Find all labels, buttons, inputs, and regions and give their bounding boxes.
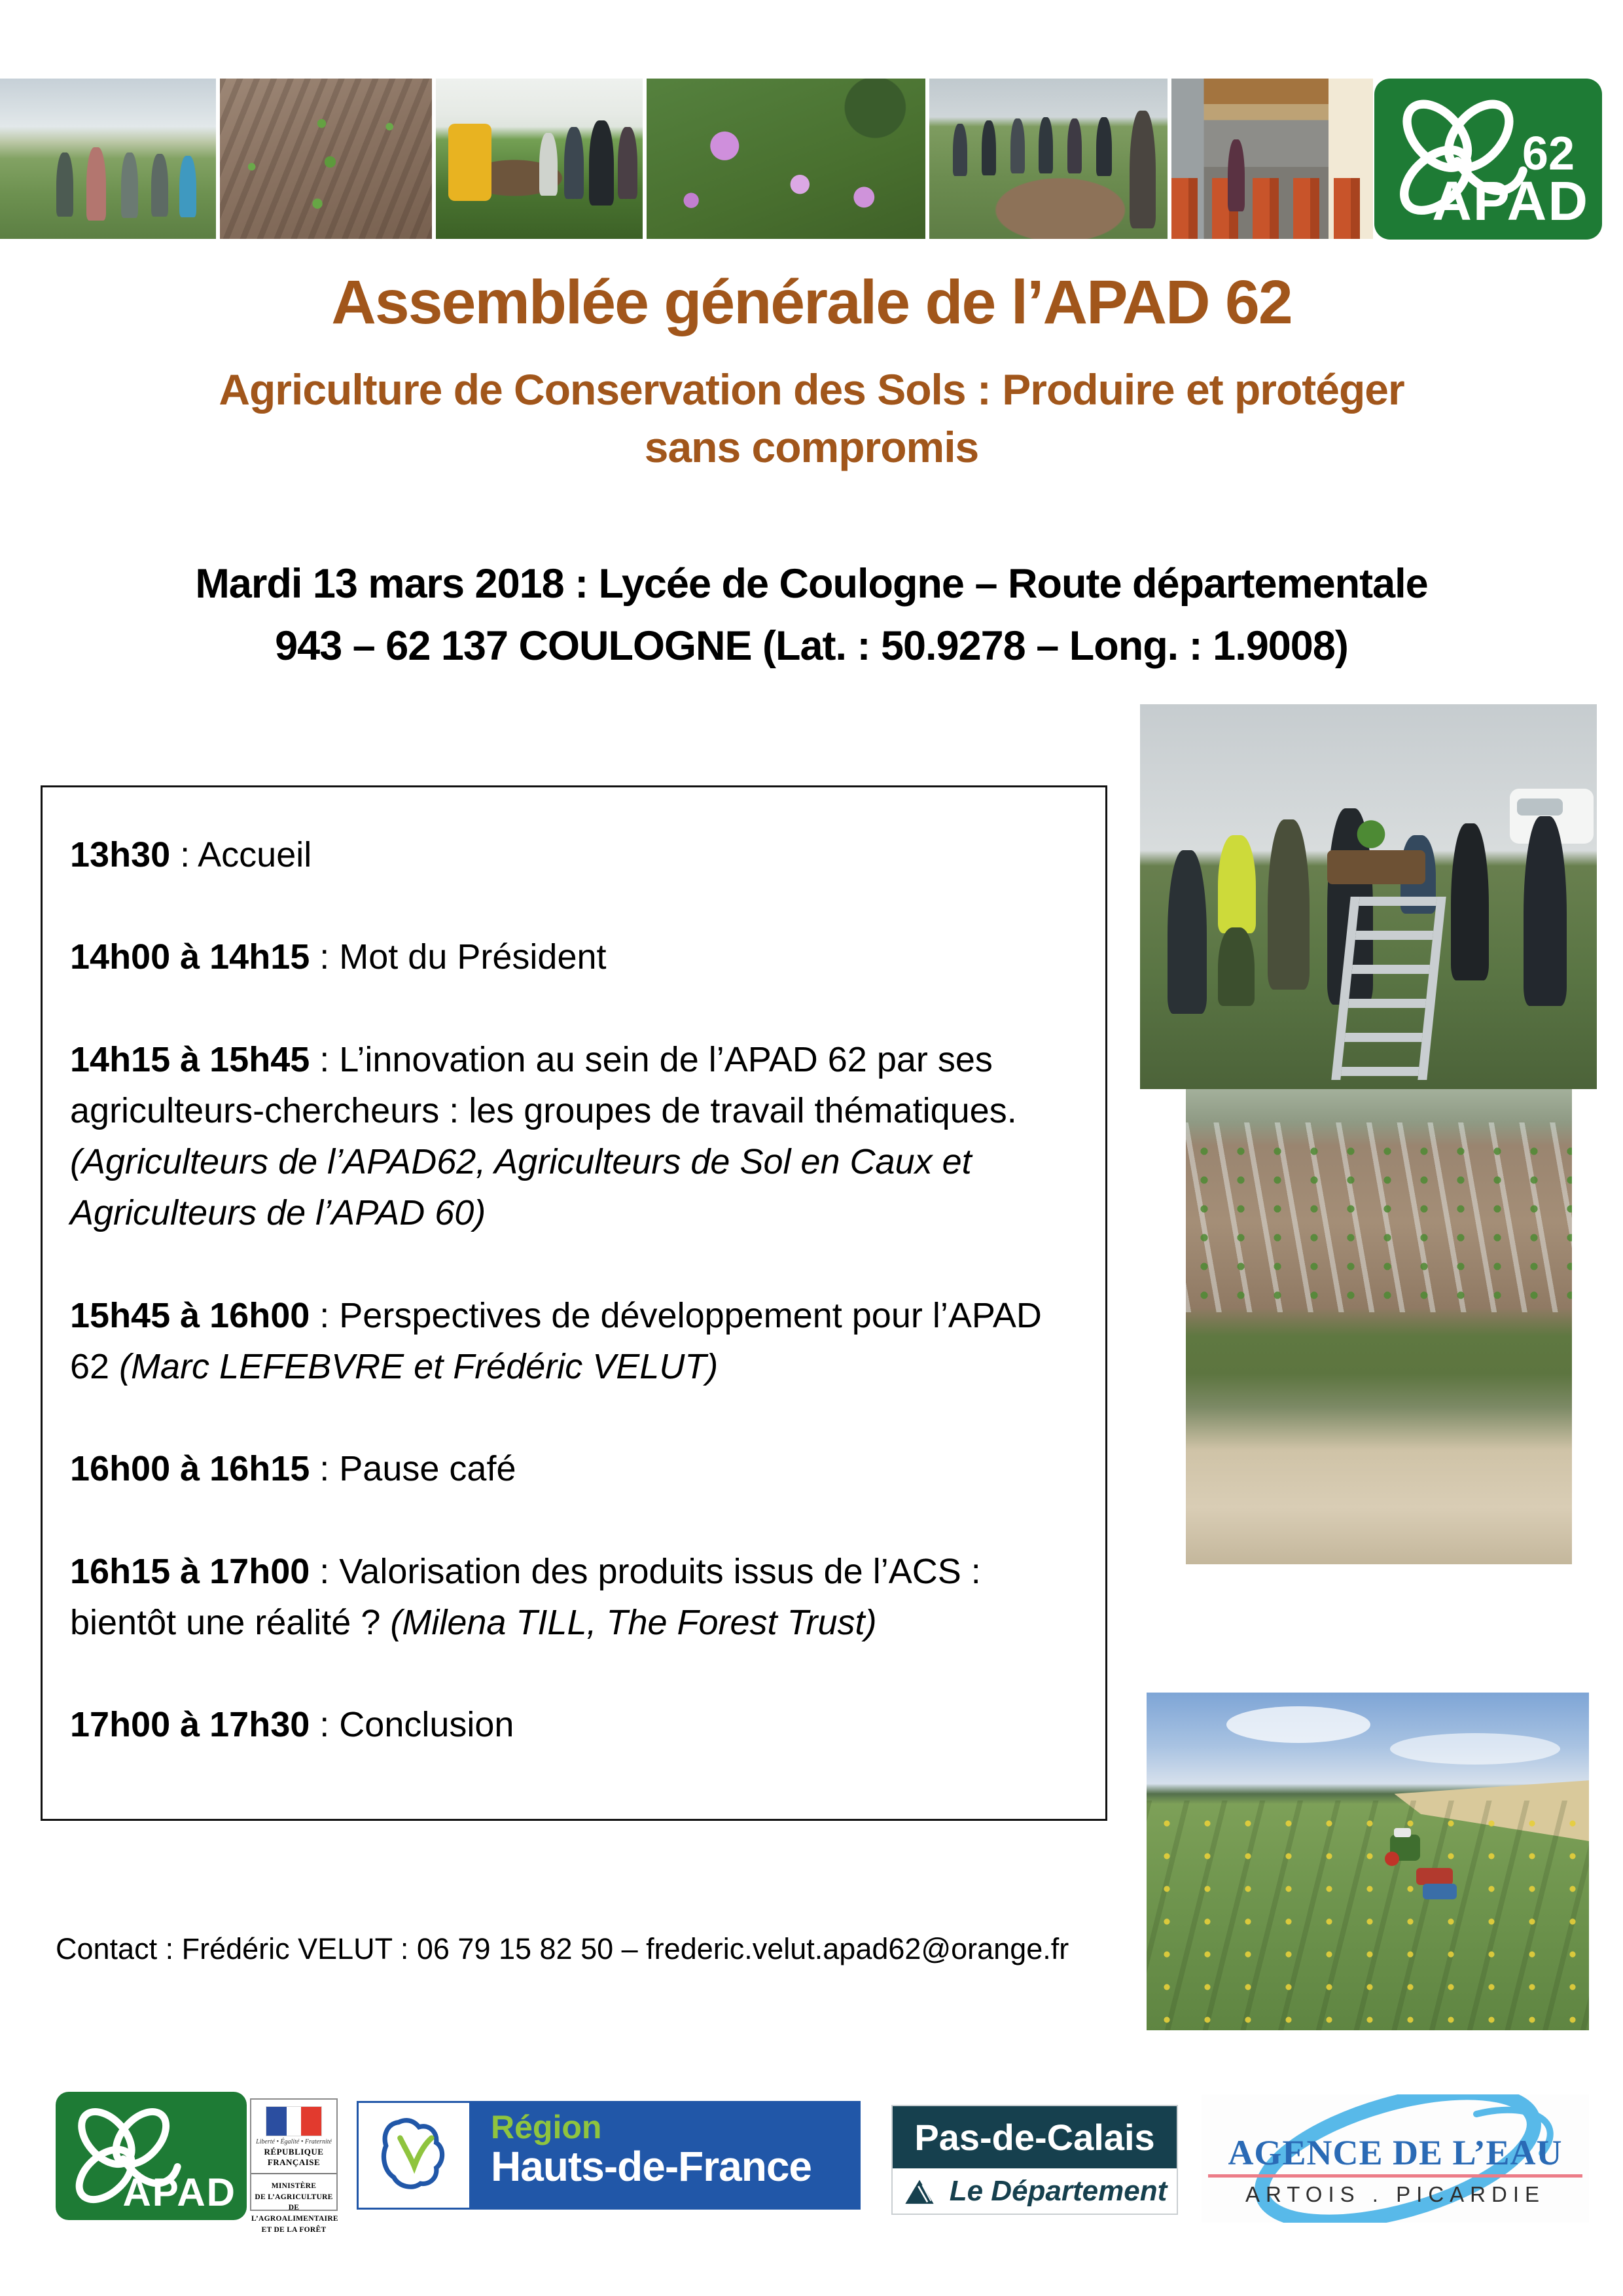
photo-tractor-aerial [1147,1693,1589,2030]
conference-chairs [1171,178,1373,239]
seeder [1416,1868,1453,1885]
cloud [1226,1706,1370,1743]
photo-field-visit-group [0,79,216,239]
ladder [1331,897,1446,1080]
apad62-logo [1374,79,1602,240]
agenda-item: 13h30 : Accueil [70,835,312,874]
agenda-box [41,785,1107,1821]
agence-name: AGENCE DE L’EAU [1228,2133,1563,2172]
agenda-item: 17h00 à 17h30 : Conclusion [70,1705,514,1745]
region-label: Région [491,2109,602,2145]
agence-eau-logo [1202,2094,1589,2223]
page-title: Assemblée générale de l’APAD 62 [331,268,1292,337]
agenda-item: 14h00 à 14h15 : Mot du Président [70,937,607,977]
region-hdf-logo [357,2101,861,2210]
ministere-divider: MINISTÈRE DE L’AGRICULTURE DE L’AGROALIMENTAIRE ET DE LA FORÊT [251,2173,336,2235]
pdc-departement: Le Département [893,2168,1177,2214]
logo-org: APAD [1432,170,1589,232]
header-photo-strip [0,79,1373,239]
date-line2: 943 – 62 137 COULOGNE (Lat. : 50.9278 – Long. : 1.9008) [275,622,1348,669]
photo-purple-flowers [647,79,925,239]
agenda-item: 14h15 à 15h45 : L’innovation au sein de l’APAD 62 par ses agriculteurs-chercheurs : les groupes de travail thématiques. (Agriculteurs de l’APAD62, Agriculteurs de Sol en Caux et Agriculteurs de l’APAD 60) [70,1039,1017,1233]
agence-underline [1208,2174,1582,2178]
subtitle-line1: Agriculture de Conservation des Sols : Produire et protéger [219,365,1404,414]
sunflower-dots [1147,1807,1589,2030]
plant-sample [1350,804,1392,854]
agenda-item: 16h00 à 16h15 : Pause café [70,1449,516,1489]
soil-sample [1327,850,1425,884]
contact-line: Contact : Frédéric VELUT : 06 79 15 82 50 – frederic.velut.apad62@orange.fr [56,1932,1069,1965]
agenda-item: 15h45 à 16h00 : Perspectives de développement pour l’APAD 62 (Marc LEFEBVRE et Frédéric VELUT) [70,1295,1042,1387]
photo-conference-room [1171,79,1373,239]
cloud [1390,1733,1560,1765]
tractor [1390,1835,1420,1861]
republique-label: RÉPUBLIQUE FRANÇAISE [264,2147,324,2167]
agence-region: ARTOIS . PICARDIE [1245,2182,1546,2206]
subtitle-line2: sans compromis [644,422,979,471]
photo-field-demo-ladder-group [1140,704,1597,1089]
event-date-location [0,553,1623,677]
logo-number: 62 [1522,128,1575,180]
motto: Liberté • Égalité • Fraternité [256,2138,332,2145]
pdc-name: Pas-de-Calais [893,2106,1177,2168]
photo-field-digging [436,79,643,239]
photo-flooded-muddy-field [1186,1089,1572,1564]
crop-sprouts [1186,1137,1572,1318]
apad-label: APAD [122,2170,236,2214]
ministere-logo [250,2098,338,2234]
date-line1: Mardi 13 mars 2018 : Lycée de Coulogne – Route départementale [195,561,1428,607]
hdf-map-icon [357,2101,471,2210]
photo-soil-pit-group [929,79,1168,239]
apad-footer-logo [56,2092,247,2220]
page-subtitle [0,361,1623,476]
region-name: Hauts-de-France [491,2142,812,2190]
pdc-triangle-icon [902,2177,936,2206]
region-banner [471,2101,861,2210]
pas-de-calais-logo [891,2105,1178,2215]
photo-soil-seedlings [220,79,432,239]
france-flag-icon [266,2106,322,2136]
agenda-item: 16h15 à 17h00 : Valorisation des produits issus de l’ACS : bientôt une réalité ? (Milena TILL, The Forest Trust) [70,1551,981,1642]
